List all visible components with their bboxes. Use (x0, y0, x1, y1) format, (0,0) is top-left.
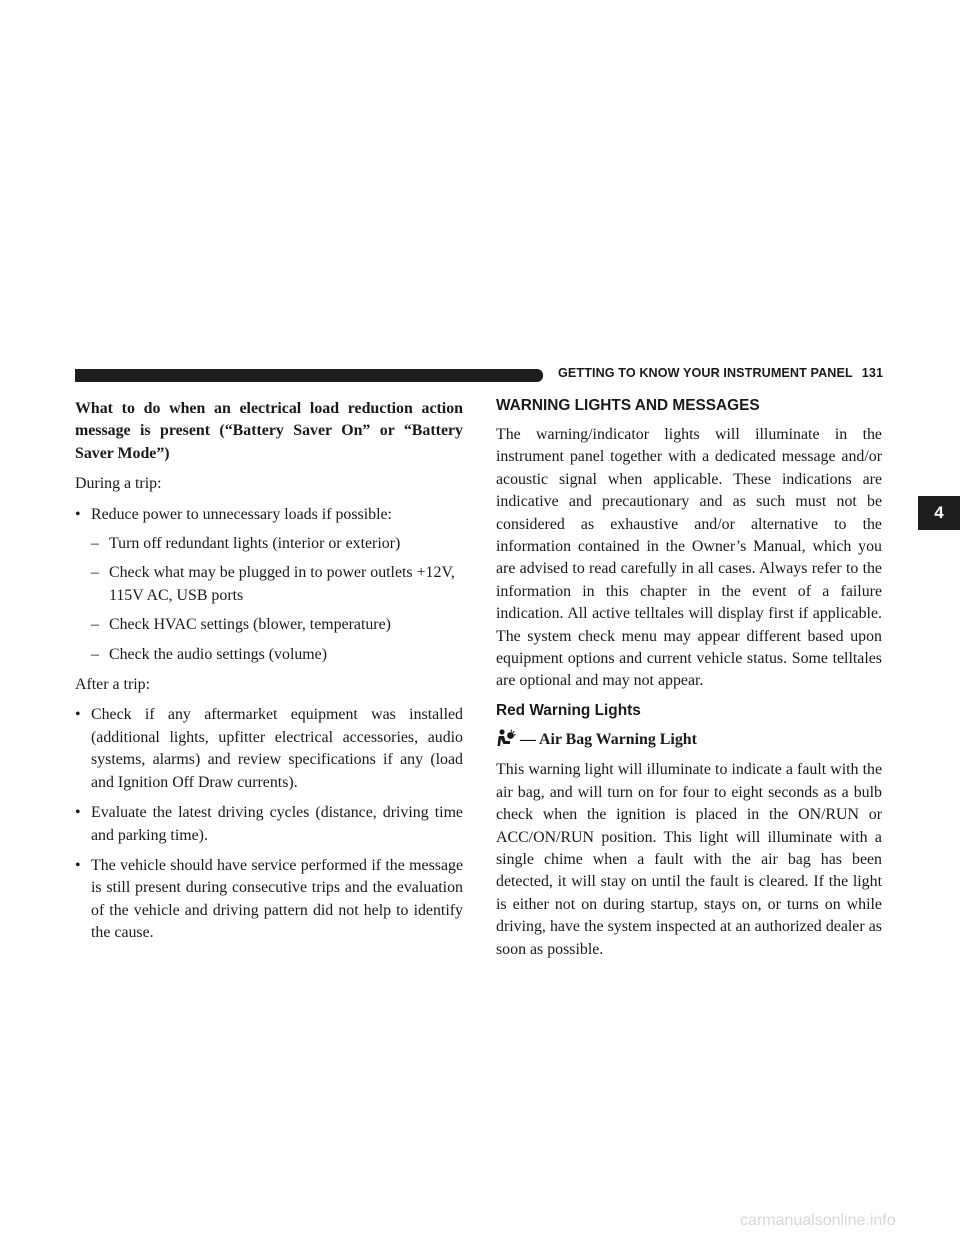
sub-item: – Check HVAC settings (blower, temperature) (75, 614, 463, 636)
bullet-item (75, 704, 463, 794)
dash-icon: – (91, 535, 99, 553)
bullet-text: The vehicle should have service performed if the message is still present during consecutive trips and the evaluation of the vehicle and driving pattern did not help to identify the cause. (91, 856, 463, 942)
bullet-text: Evaluate the latest driving cycles (distance, driving time and parking time). (91, 804, 463, 844)
page-number: 131 (861, 366, 884, 380)
intro-paragraph: The warning/indicator lights will illuminate in the instrument panel together with a dedicated message and/or acoustic signal when applicable. These indications are indicative and precautionary and as such must not be considered as exhaustive and/or alternative to the information contained in the Owner’s Manual, which you are advised to read carefully in all cases. Always refer to the information in this chapter in the event of a failure indication. All active telltales will display first if applicable. The system check menu may appear different based upon equipment options and current vehicle status. Some telltales are optional and may not appear. (496, 426, 882, 690)
airbag-light-title: — Air Bag Warning Light (520, 730, 697, 748)
bullet-text: Check if any aftermarket equipment was installed (additional lights, upfitter electrical accessories, audio systems, alarms) and review specifications if any (load and Ignition Off Draw currents). (91, 706, 463, 791)
left-column (75, 398, 463, 953)
sub-item: – Check the audio settings (volume) (75, 644, 463, 666)
bullet-item (75, 802, 463, 847)
dash-icon: – (91, 564, 99, 582)
airbag-icon (496, 729, 516, 747)
during-trip-label: During a trip: (75, 475, 162, 493)
watermark: carmanualsonline.info (740, 1212, 896, 1229)
bullet-icon: • (75, 505, 81, 523)
dash-icon: – (91, 645, 99, 663)
sub-item: – Turn off redundant lights (interior or exterior) (75, 533, 463, 555)
chapter-tab: 4 (918, 496, 960, 530)
after-trip-label: After a trip: (75, 676, 151, 694)
dash-icon: – (91, 616, 99, 634)
bullet-icon: • (75, 856, 81, 874)
battery-saver-heading: What to do when an electrical load reduction action message is present (“Battery Saver On” or “Battery Saver Mode”) (75, 400, 463, 462)
sub-item: – Check what may be plugged in to power outlets +12V, 115V AC, USB ports (91, 564, 455, 604)
bullet-text: Reduce power to unnecessary loads if possible: (91, 505, 392, 523)
header-bar (75, 369, 543, 382)
red-warning-lights-heading: Red Warning Lights (496, 701, 641, 719)
section-heading: WARNING LIGHTS AND MESSAGES (496, 397, 760, 414)
bullet-item (75, 855, 463, 945)
section-title: GETTING TO KNOW YOUR INSTRUMENT PANEL (558, 366, 853, 380)
bullet-icon: • (75, 804, 81, 822)
right-column (496, 398, 882, 969)
bullet-icon: • (75, 706, 81, 724)
airbag-light-heading (496, 729, 882, 751)
airbag-light-paragraph: This warning light will illuminate to indicate a fault with the air bag, and will turn on for four to eight seconds as a bulb check when the ignition is placed in the ON/RUN or ACC/ON/RUN position. This light will illuminate with a single chime when a fault with the air bag has been detected, it will stay on until the fault is cleared. If the light is either not on during startup, stays on, or turns on while driving, have the system inspected at an authorized dealer as soon as possible. (496, 761, 882, 958)
bullet-item (75, 504, 463, 526)
running-header (558, 366, 888, 380)
